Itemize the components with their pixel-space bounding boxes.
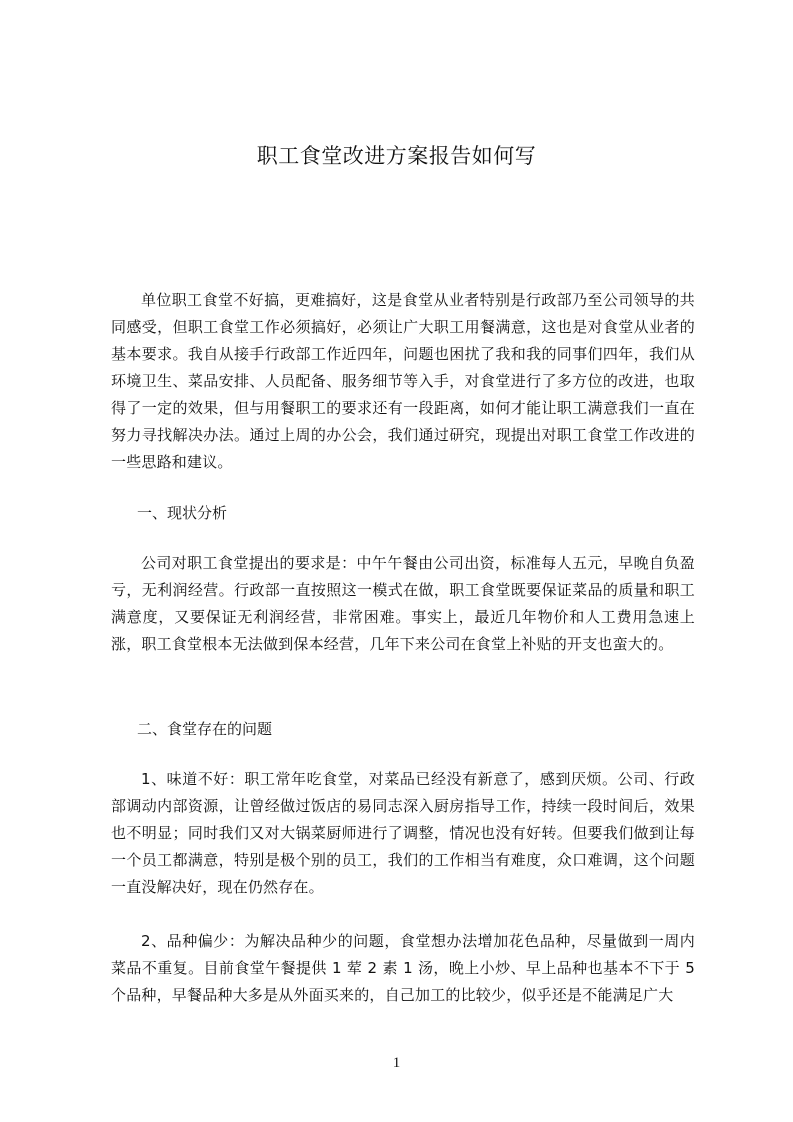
page-number: 1 (392, 1055, 401, 1071)
problem-item-variety: 2、品种偏少：为解决品种少的问题，食堂想办法增加花色品种，尽量做到一周内菜品不重复。目前食堂午餐提供 1 荤 2 素 1 汤，晚上小炒、早上品种也基本不下于 5 个品种，早餐品种大多是从外面买来的，自己加工的比较少，似乎还是不能满足广大 (111, 932, 695, 1004)
problem-item-taste: 1、味道不好：职工常年吃食堂，对菜品已经没有新意了，感到厌烦。公司、行政部调动内部资源，让曾经做过饭店的易同志深入厨房指导工作，持续一段时间后，效果也不明显；同时我们又对大锅菜厨师进行了调整，情况也没有好转。但要我们做到让每一个员工都满意，特别是极个别的员工，我们的工作相当有难度，众口难调，这个问题一直没解决好，现在仍然存在。 (111, 770, 695, 896)
status-analysis-paragraph: 公司对职工食堂提出的要求是：中午午餐由公司出资，标准每人五元，早晚自负盈亏，无利润经营。行政部一直按照这一模式在做，职工食堂既要保证菜品的质量和职工满意度，又要保证无利润经营，非常困难。事实上，最近几年物价和人工费用急速上涨，职工食堂根本无法做到保本经营，几年下来公司在食堂上补贴的开支也蛮大的。 (111, 554, 695, 653)
section-heading-problems: 二、食堂存在的问题 (137, 720, 273, 738)
document-title: 职工食堂改进方案报告如何写 (256, 144, 537, 168)
section-heading-status-analysis: 一、现状分析 (137, 504, 228, 522)
intro-paragraph: 单位职工食堂不好搞，更难搞好，这是食堂从业者特别是行政部乃至公司领导的共同感受，但职工食堂工作必须搞好，必须让广大职工用餐满意，这也是对食堂从业者的基本要求。我自从接手行政部工作近四年，问题也困扰了我和我的同事们四年，我们从环境卫生、菜品安排、人员配备、服务细节等入手，对食堂进行了多方位的改进，也取得了一定的效果，但与用餐职工的要求还有一段距离，如何才能让职工满意我们一直在努力寻找解决办法。通过上周的办公会，我们通过研究，现提出对职工食堂工作改进的一些思路和建议。 (111, 291, 695, 471)
